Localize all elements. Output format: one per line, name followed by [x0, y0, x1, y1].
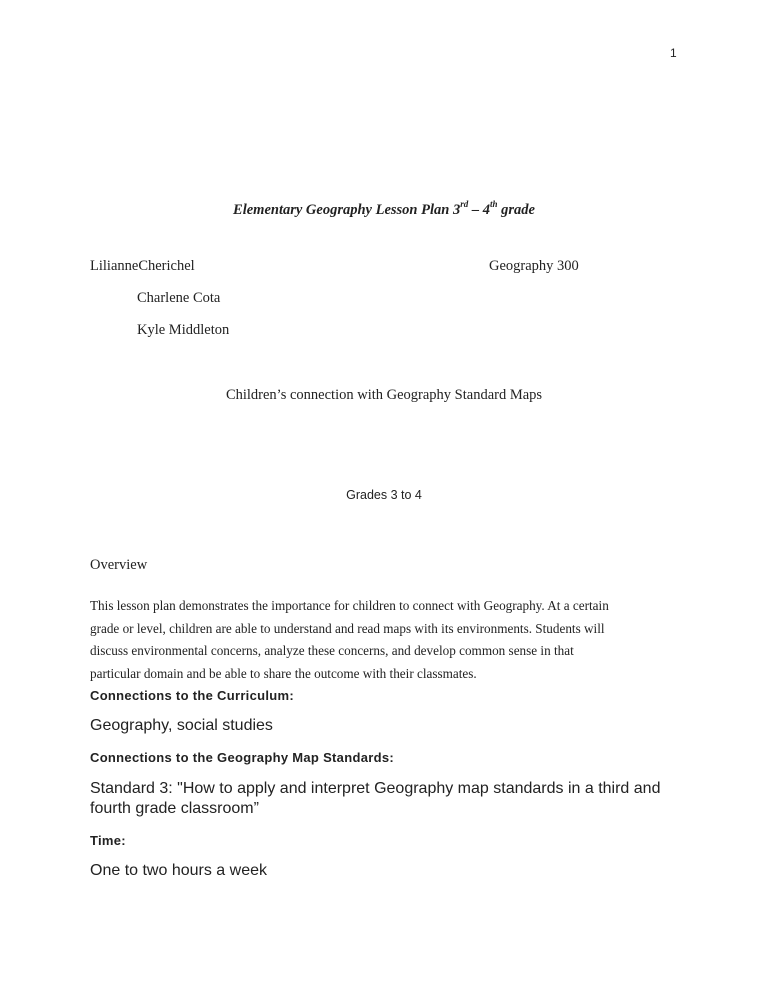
- lesson-subtitle: Children’s connection with Geography Standard Maps: [225, 387, 543, 403]
- title-end: grade: [497, 202, 535, 218]
- overview-line: discuss environmental concerns, analyze these concerns, and develop common sense in that: [90, 643, 574, 659]
- overview-line: grade or level, children are able to understand and read maps with its environments. Students will: [90, 620, 605, 636]
- author-name: Kyle Middleton: [137, 322, 230, 338]
- standards-value-line: fourth grade classroom”: [90, 800, 259, 817]
- author-name: LilianneCherichel: [90, 258, 195, 274]
- standards-value-line: Standard 3: "How to apply and interpret Geography map standards in a third and: [90, 780, 661, 797]
- title-main: Elementary Geography Lesson Plan 3: [233, 202, 461, 218]
- course-name: Geography 300: [489, 258, 579, 274]
- lesson-title: [0, 199, 768, 219]
- overview-line: particular domain and be able to share the outcome with their classmates.: [90, 665, 477, 681]
- time-value: One to two hours a week: [90, 862, 267, 879]
- overview-heading: Overview: [90, 557, 148, 573]
- title-superscript-rd: rd: [460, 199, 469, 210]
- standards-heading: Connections to the Geography Map Standards:: [90, 750, 394, 765]
- title-dash: – 4: [468, 202, 490, 218]
- author-name: Charlene Cota: [137, 290, 221, 306]
- curriculum-heading: Connections to the Curriculum:: [90, 688, 294, 703]
- page-number: 1: [670, 46, 677, 60]
- overview-line: This lesson plan demonstrates the importance for children to connect with Geography. At a certain: [90, 598, 609, 613]
- curriculum-value: Geography, social studies: [90, 717, 273, 734]
- time-heading: Time:: [90, 833, 126, 848]
- grades-label: Grades 3 to 4: [346, 488, 422, 502]
- overview-paragraph: [90, 595, 690, 685]
- title-superscript-th: th: [489, 199, 498, 210]
